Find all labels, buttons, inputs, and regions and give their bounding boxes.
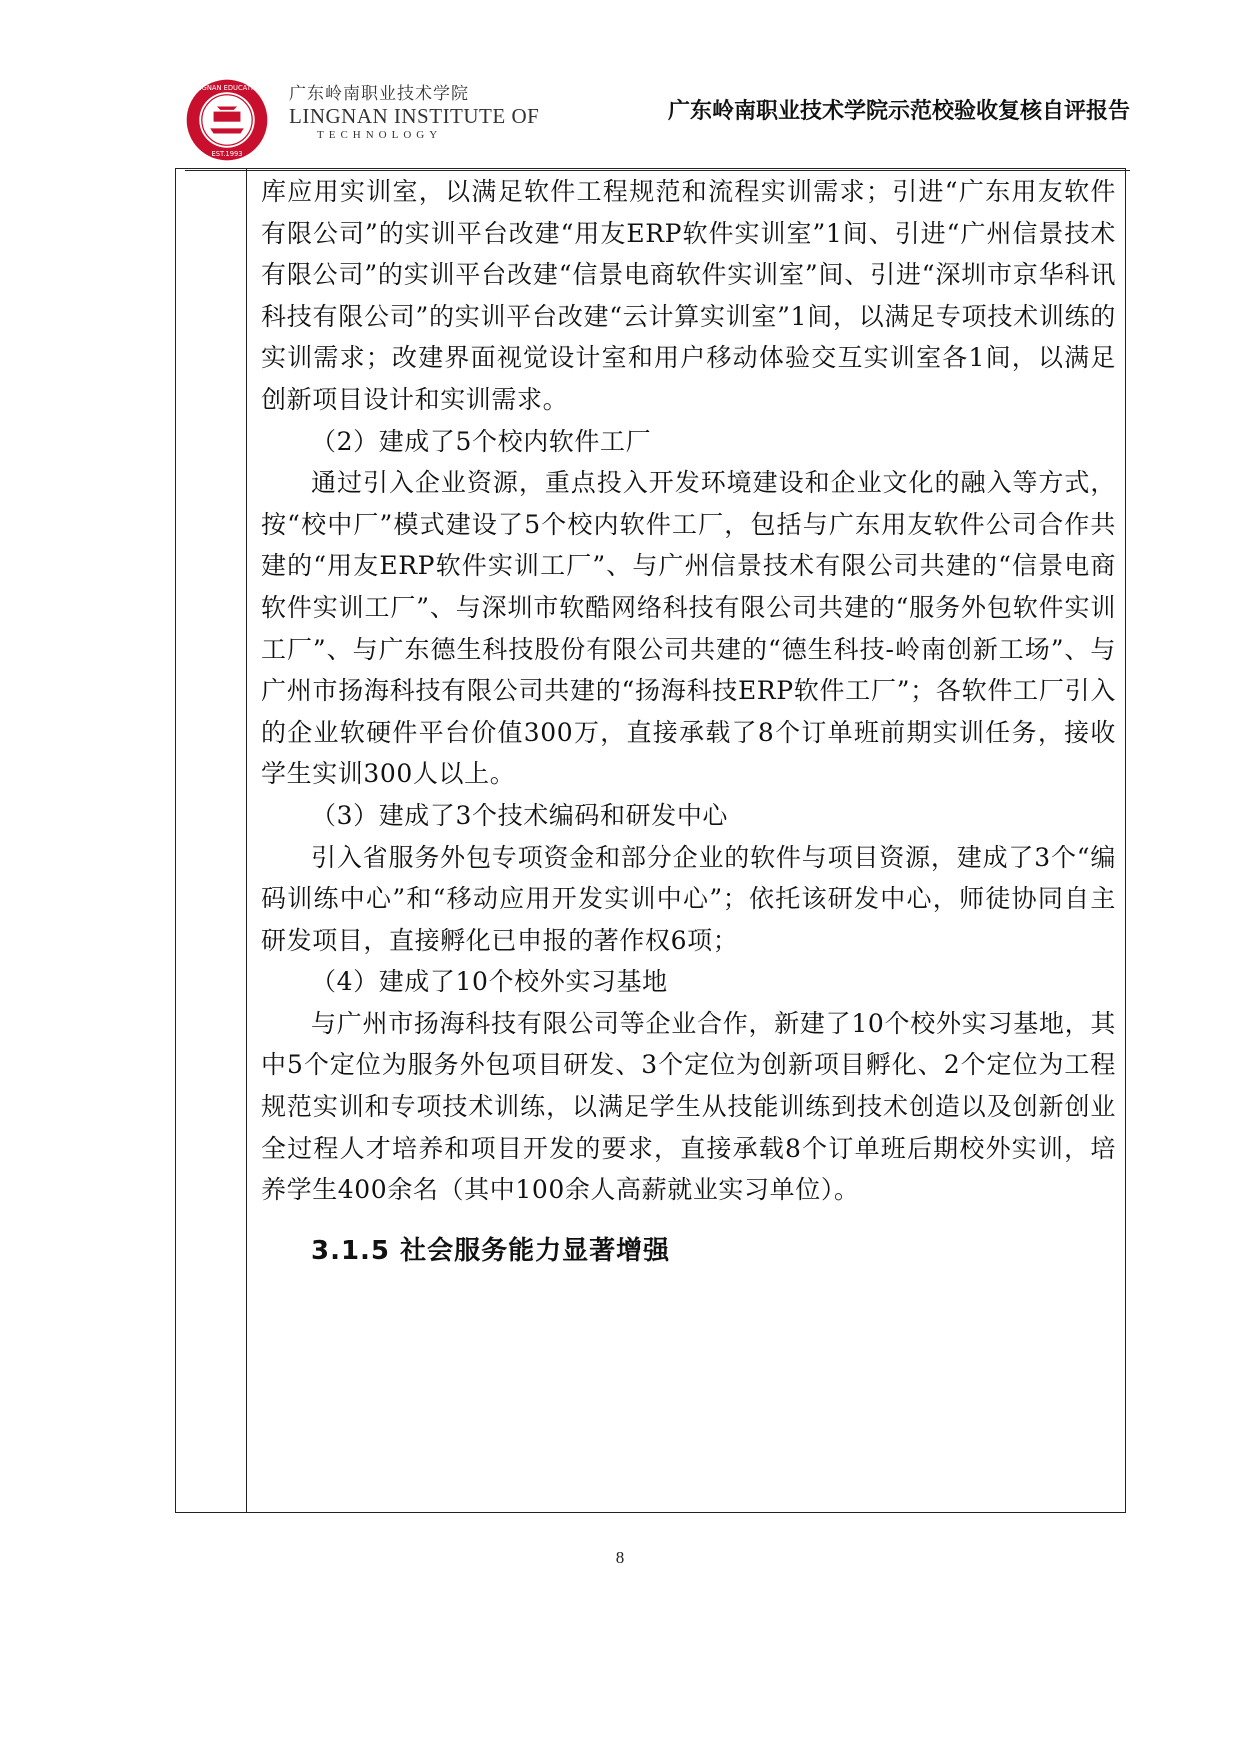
- content-table: [175, 168, 1126, 1513]
- paragraph-4: 与广州市扬海科技有限公司等企业合作，新建了10个校外实习基地，其中5个定位为服务外包项目研发、3个定位为创新项目孵化、2个定位为工程规范实训和专项技术训练，以满足学生从技能训练到技术创造以及创新创业全过程人才培养和项目开发的要求，直接承载8个订单班后期校外实训，培养学生400余名（其中100余人高薪就业实习单位）。: [261, 1008, 1116, 1205]
- table-left-column: [176, 169, 247, 1512]
- logo-chinese-name: 广东岭南职业技术学院: [289, 84, 469, 104]
- subheading-3: （3）建成了3个技术编码和研发中心: [311, 800, 729, 830]
- section-heading: 3.1.5 社会服务能力显著增强: [311, 1235, 671, 1266]
- subheading-4: （4）建成了10个校外实习基地: [311, 967, 668, 997]
- logo-english-line1: LINGNAN INSTITUTE OF: [289, 104, 540, 128]
- logo-wordmark: [289, 84, 549, 142]
- table-content-cell: [261, 171, 1116, 1273]
- page-number: 8: [615, 1548, 625, 1567]
- paragraph-3: 引入省服务外包专项资金和部分企业的软件与项目资源，建成了3个“编码训练中心”和“移动应用开发实训中心”；依托该研发中心，师徒协同自主研发项目，直接孵化已申报的著作权6项；: [261, 842, 1116, 955]
- page-header: [185, 70, 1130, 160]
- logo-english-line2: TECHNOLOGY: [317, 129, 443, 141]
- logo-seal-label: LINGNAN EDUCATION: [190, 83, 264, 92]
- paragraph-intro: 库应用实训室，以满足软件工程规范和流程实训需求；引进“广东用友软件有限公司”的实训平台改建“用友ERP软件实训室”1间、引进“广州信景技术有限公司”的实训平台改建“信景电商软件实训室”间、引进“深圳市京华科讯科技有限公司”的实训平台改建“云计算实训室”1间，以满足专项技术训练的实训需求；改建界面视觉设计室和用户移动体验交互实训室各1间，以满足创新项目设计和实训需求。: [261, 177, 1116, 414]
- school-logo-icon: [185, 78, 269, 162]
- header-title: 广东岭南职业技术学院示范校验收复核自评报告: [667, 99, 1130, 124]
- logo-seal-year: EST.1993: [211, 150, 243, 159]
- subheading-2: （2）建成了5个校内软件工厂: [311, 426, 652, 456]
- paragraph-2: 通过引入企业资源，重点投入开发环境建设和企业文化的融入等方式，按“校中厂”模式建设了5个校内软件工厂，包括与广东用友软件公司合作共建的“用友ERP软件实训工厂”、与广州信景技术有限公司共建的“信景电商软件实训工厂”、与深圳市软酷网络科技有限公司共建的“服务外包软件实训工厂”、与广东德生科技股份有限公司共建的“德生科技-岭南创新工场”、与广州市扬海科技有限公司共建的“扬海科技ERP软件工厂”；各软件工厂引入的企业软硬件平台价值300万，直接承载了8个订单班前期实训任务，接收学生实训300人以上。: [261, 468, 1116, 789]
